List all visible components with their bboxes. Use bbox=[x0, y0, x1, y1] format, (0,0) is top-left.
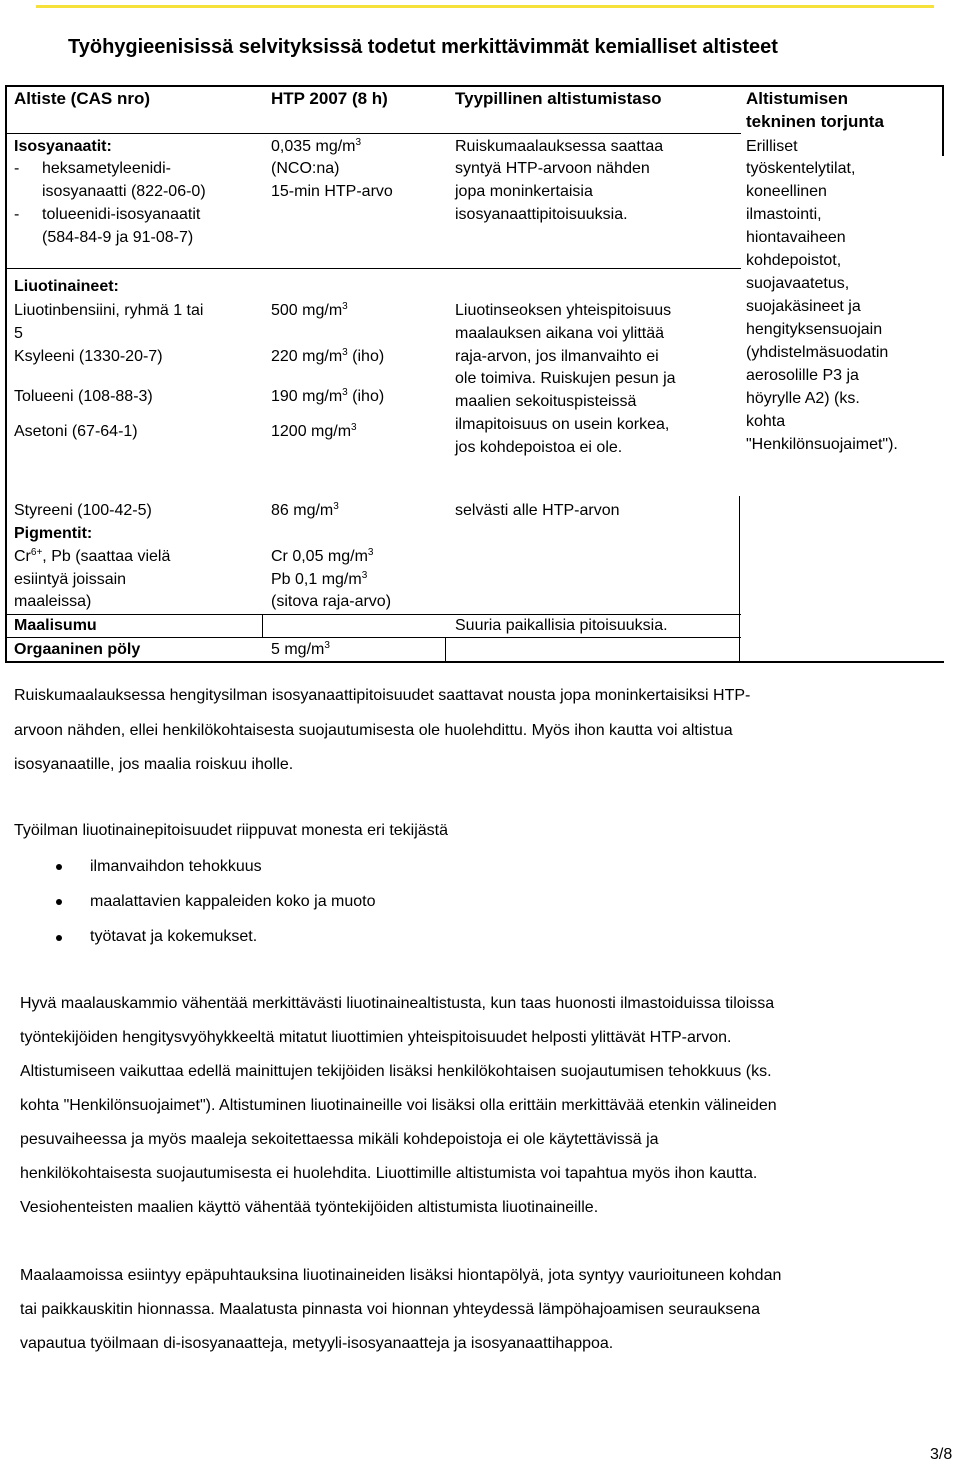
table-bottom-border bbox=[5, 661, 944, 663]
petrol-htp: 500 $mg/m^3$ bbox=[271, 301, 348, 319]
pigments-line-3: maaleissa) bbox=[14, 593, 92, 610]
solvent-level-line: maalauksen aikana voi ylittää bbox=[455, 325, 665, 342]
petrol-line-2: 5 bbox=[14, 325, 23, 342]
cell-divider bbox=[445, 637, 446, 662]
control-line: suojavaatetus, bbox=[746, 275, 850, 292]
organic-dust: Orgaaninen pöly bbox=[14, 641, 141, 658]
pigment-pb-htp: Pb 0,1 $mg/m^3$ bbox=[271, 570, 368, 588]
pigment-binding-note: (sitova raja-arvo) bbox=[271, 593, 392, 610]
header-htp: HTP 2007 (8 h) bbox=[271, 89, 388, 108]
organic-dust-htp: 5 $mg/m^3$ bbox=[271, 640, 330, 658]
control-line: koneellinen bbox=[746, 183, 827, 200]
isocyanate-htp-15min: 15-min HTP-arvo bbox=[271, 183, 393, 200]
paragraph-line: työntekijöiden hengitysvyöhykkeeltä mitatut liuottimien yhteispitoisuudet helposti ylittävät HTP-arvon. bbox=[20, 1029, 732, 1046]
styrene: Styreeni (100-42-5) bbox=[14, 502, 152, 519]
cell-divider bbox=[262, 614, 263, 638]
solvent-level-line: Liuotinseoksen yhteispitoisuus bbox=[455, 302, 672, 319]
hdi-line-1: heksametyleenidi- bbox=[42, 160, 171, 177]
isocyanate-level-1: Ruiskumaalauksessa saattaa bbox=[455, 138, 664, 155]
table-left-border bbox=[5, 85, 7, 663]
control-line: hengityksensuojain bbox=[746, 321, 883, 338]
solvent-level-line: ilmapitoisuus on usein korkea, bbox=[455, 416, 670, 433]
xylene-htp: 220 $mg/m^3$ (iho) bbox=[271, 347, 385, 365]
header-control-2: tekninen torjunta bbox=[746, 112, 884, 131]
header-control-1: Altistumisen bbox=[746, 89, 849, 108]
bullet-icon bbox=[56, 864, 62, 870]
styrene-level: selvästi alle HTP-arvon bbox=[455, 502, 620, 519]
petrol-line-1: Liuotinbensiini, ryhmä 1 tai bbox=[14, 302, 204, 319]
tdi-line-1: tolueenidi-isosyanaatit bbox=[42, 206, 201, 223]
control-line: Erilliset bbox=[746, 138, 798, 155]
solvent-level-line: maalien sekoituspisteissä bbox=[455, 393, 637, 410]
styrene-htp: 86 $mg/m^3$ bbox=[271, 501, 339, 519]
toluene-htp: 190 $mg/m^3$ (iho) bbox=[271, 387, 385, 405]
dash: - bbox=[14, 160, 20, 177]
paragraph-line: arvoon nähden, ellei henkilökohtaisesta suojautumisesta ole huolehdittu. Myös ihon kautta voi altistua bbox=[14, 722, 733, 739]
pigments-heading: Pigmentit: bbox=[14, 525, 93, 542]
row-divider bbox=[5, 637, 741, 638]
acetone: Asetoni (67-64-1) bbox=[14, 423, 138, 440]
header-substance: Altiste (CAS nro) bbox=[14, 89, 150, 108]
paragraph-line: Maalaamoissa esiintyy epäpuhtauksina liuotinaineiden lisäksi hiontapölyä, jota syntyy vaurioituneen kohdan bbox=[20, 1267, 782, 1284]
header-level: Tyypillinen altistumistaso bbox=[455, 89, 662, 108]
solvent-level-line: raja-arvon, jos ilmanvaihto ei bbox=[455, 348, 659, 365]
paint-mist-level: Suuria paikallisia pitoisuuksia. bbox=[455, 617, 668, 634]
pigments-line-1: $Cr^{6+}$, Pb (saattaa vielä bbox=[14, 547, 171, 565]
solvent-factors-intro: Työilman liuotinainepitoisuudet riippuvat monesta eri tekijästä bbox=[14, 822, 449, 839]
cell-divider bbox=[739, 496, 740, 663]
control-line: "Henkilönsuojaimet"). bbox=[746, 436, 898, 453]
control-line: työskentelytilat, bbox=[746, 160, 856, 177]
page-number: 3/8 bbox=[930, 1446, 953, 1463]
dash: - bbox=[14, 206, 20, 223]
paragraph-line: Altistumiseen vaikuttaa edellä mainittujen tekijöiden lisäksi henkilökohtaisen suojautumisen tehokkuus (ks. bbox=[20, 1063, 772, 1080]
bullet-icon bbox=[56, 935, 62, 941]
isocyanate-level-3: jopa moninkertaisia bbox=[455, 183, 593, 200]
table-top-border bbox=[5, 85, 944, 87]
list-item-text: maalattavien kappaleiden koko ja muoto bbox=[90, 893, 376, 910]
paragraph-line: Vesiohenteisten maalien käyttö vähentää työntekijöiden altistumista liuotinaineille. bbox=[20, 1199, 599, 1216]
toluene: Tolueeni (108-88-3) bbox=[14, 388, 153, 405]
paragraph-line: isosyanaatille, jos maalia roiskuu iholle. bbox=[14, 756, 294, 773]
control-line: (yhdistelmäsuodatin bbox=[746, 344, 889, 361]
paragraph-line: Ruiskumaalauksessa hengitysilman isosyanaattipitoisuudet saattavat nousta jopa moninkertaisiksi HTP- bbox=[14, 687, 751, 704]
control-line: kohta bbox=[746, 413, 786, 430]
control-line: ilmastointi, bbox=[746, 206, 822, 223]
paragraph-line: pesuvaiheessa ja myös maaleja sekoitettaessa mikäli kohdepoistoja ei ole käytettävissä ja bbox=[20, 1131, 659, 1148]
tdi-line-2: (584-84-9 ja 91-08-7) bbox=[42, 229, 194, 246]
pigment-cr-htp: Cr 0,05 $mg/m^3$ bbox=[271, 547, 374, 565]
control-line: hiontavaiheen bbox=[746, 229, 846, 246]
paragraph-line: henkilökohtaisesta suojautumisesta ei huolehdita. Liuottimille altistumista voi tapahtua myös ihon kautta. bbox=[20, 1165, 758, 1182]
solvent-level-line: jos kohdepoistoa ei ole. bbox=[455, 439, 623, 456]
row-divider bbox=[5, 268, 741, 269]
paragraph-line: vapautua työilmaan di-isosyanaatteja, metyyli-isosyanaatteja ja isosyanaattihappoa. bbox=[20, 1335, 614, 1352]
control-line: höyrylle A2) (ks. bbox=[746, 390, 860, 407]
control-line: kohdepoistot, bbox=[746, 252, 842, 269]
isocyanate-level-2: syntyä HTP-arvoon nähden bbox=[455, 160, 650, 177]
pigments-line-2: esiintyä joissain bbox=[14, 571, 127, 588]
header-bottom-border bbox=[5, 133, 741, 134]
isocyanates-heading: Isosyanaatit: bbox=[14, 138, 112, 155]
paint-mist: Maalisumu bbox=[14, 617, 97, 634]
paragraph-line: kohta "Henkilönsuojaimet"). Altistuminen liuotinaineille voi lisäksi olla erittäin merkittävää etenkin välineiden bbox=[20, 1097, 777, 1114]
list-item-text: työtavat ja kokemukset. bbox=[90, 928, 258, 945]
hdi-line-2: isosyanaatti (822-06-0) bbox=[42, 183, 206, 200]
paragraph-line: tai paikkauskitin hionnassa. Maalatusta pinnasta voi hionnan yhteydessä lämpöhajoamisen seurauksena bbox=[20, 1301, 761, 1318]
xylene: Ksyleeni (1330-20-7) bbox=[14, 348, 163, 365]
bullet-icon bbox=[56, 899, 62, 905]
acetone-htp: 1200 $mg/m^3$ bbox=[271, 422, 357, 440]
isocyanate-htp-note: (NCO:na) bbox=[271, 160, 340, 177]
page-title: Työhygieenisissä selvityksissä todetut merkittävimmät kemialliset altisteet bbox=[68, 36, 778, 58]
paragraph-line: Hyvä maalauskammio vähentää merkittävästi liuotinainealtistusta, kun taas huonosti ilmastoiduissa tiloissa bbox=[20, 995, 775, 1012]
control-line: suojakäsineet ja bbox=[746, 298, 861, 315]
isocyanate-level-4: isosyanaattipitoisuuksia. bbox=[455, 206, 628, 223]
top-rule bbox=[36, 5, 934, 8]
table-right-border bbox=[942, 85, 944, 156]
isocyanate-htp: 0,035 $mg/m^3$ bbox=[271, 137, 362, 155]
solvent-level-line: ole toimiva. Ruiskujen pesun ja bbox=[455, 370, 676, 387]
list-item-text: ilmanvaihdon tehokkuus bbox=[90, 858, 262, 875]
solvents-heading: Liuotinaineet: bbox=[14, 278, 119, 295]
control-line: aerosolille P3 ja bbox=[746, 367, 859, 384]
